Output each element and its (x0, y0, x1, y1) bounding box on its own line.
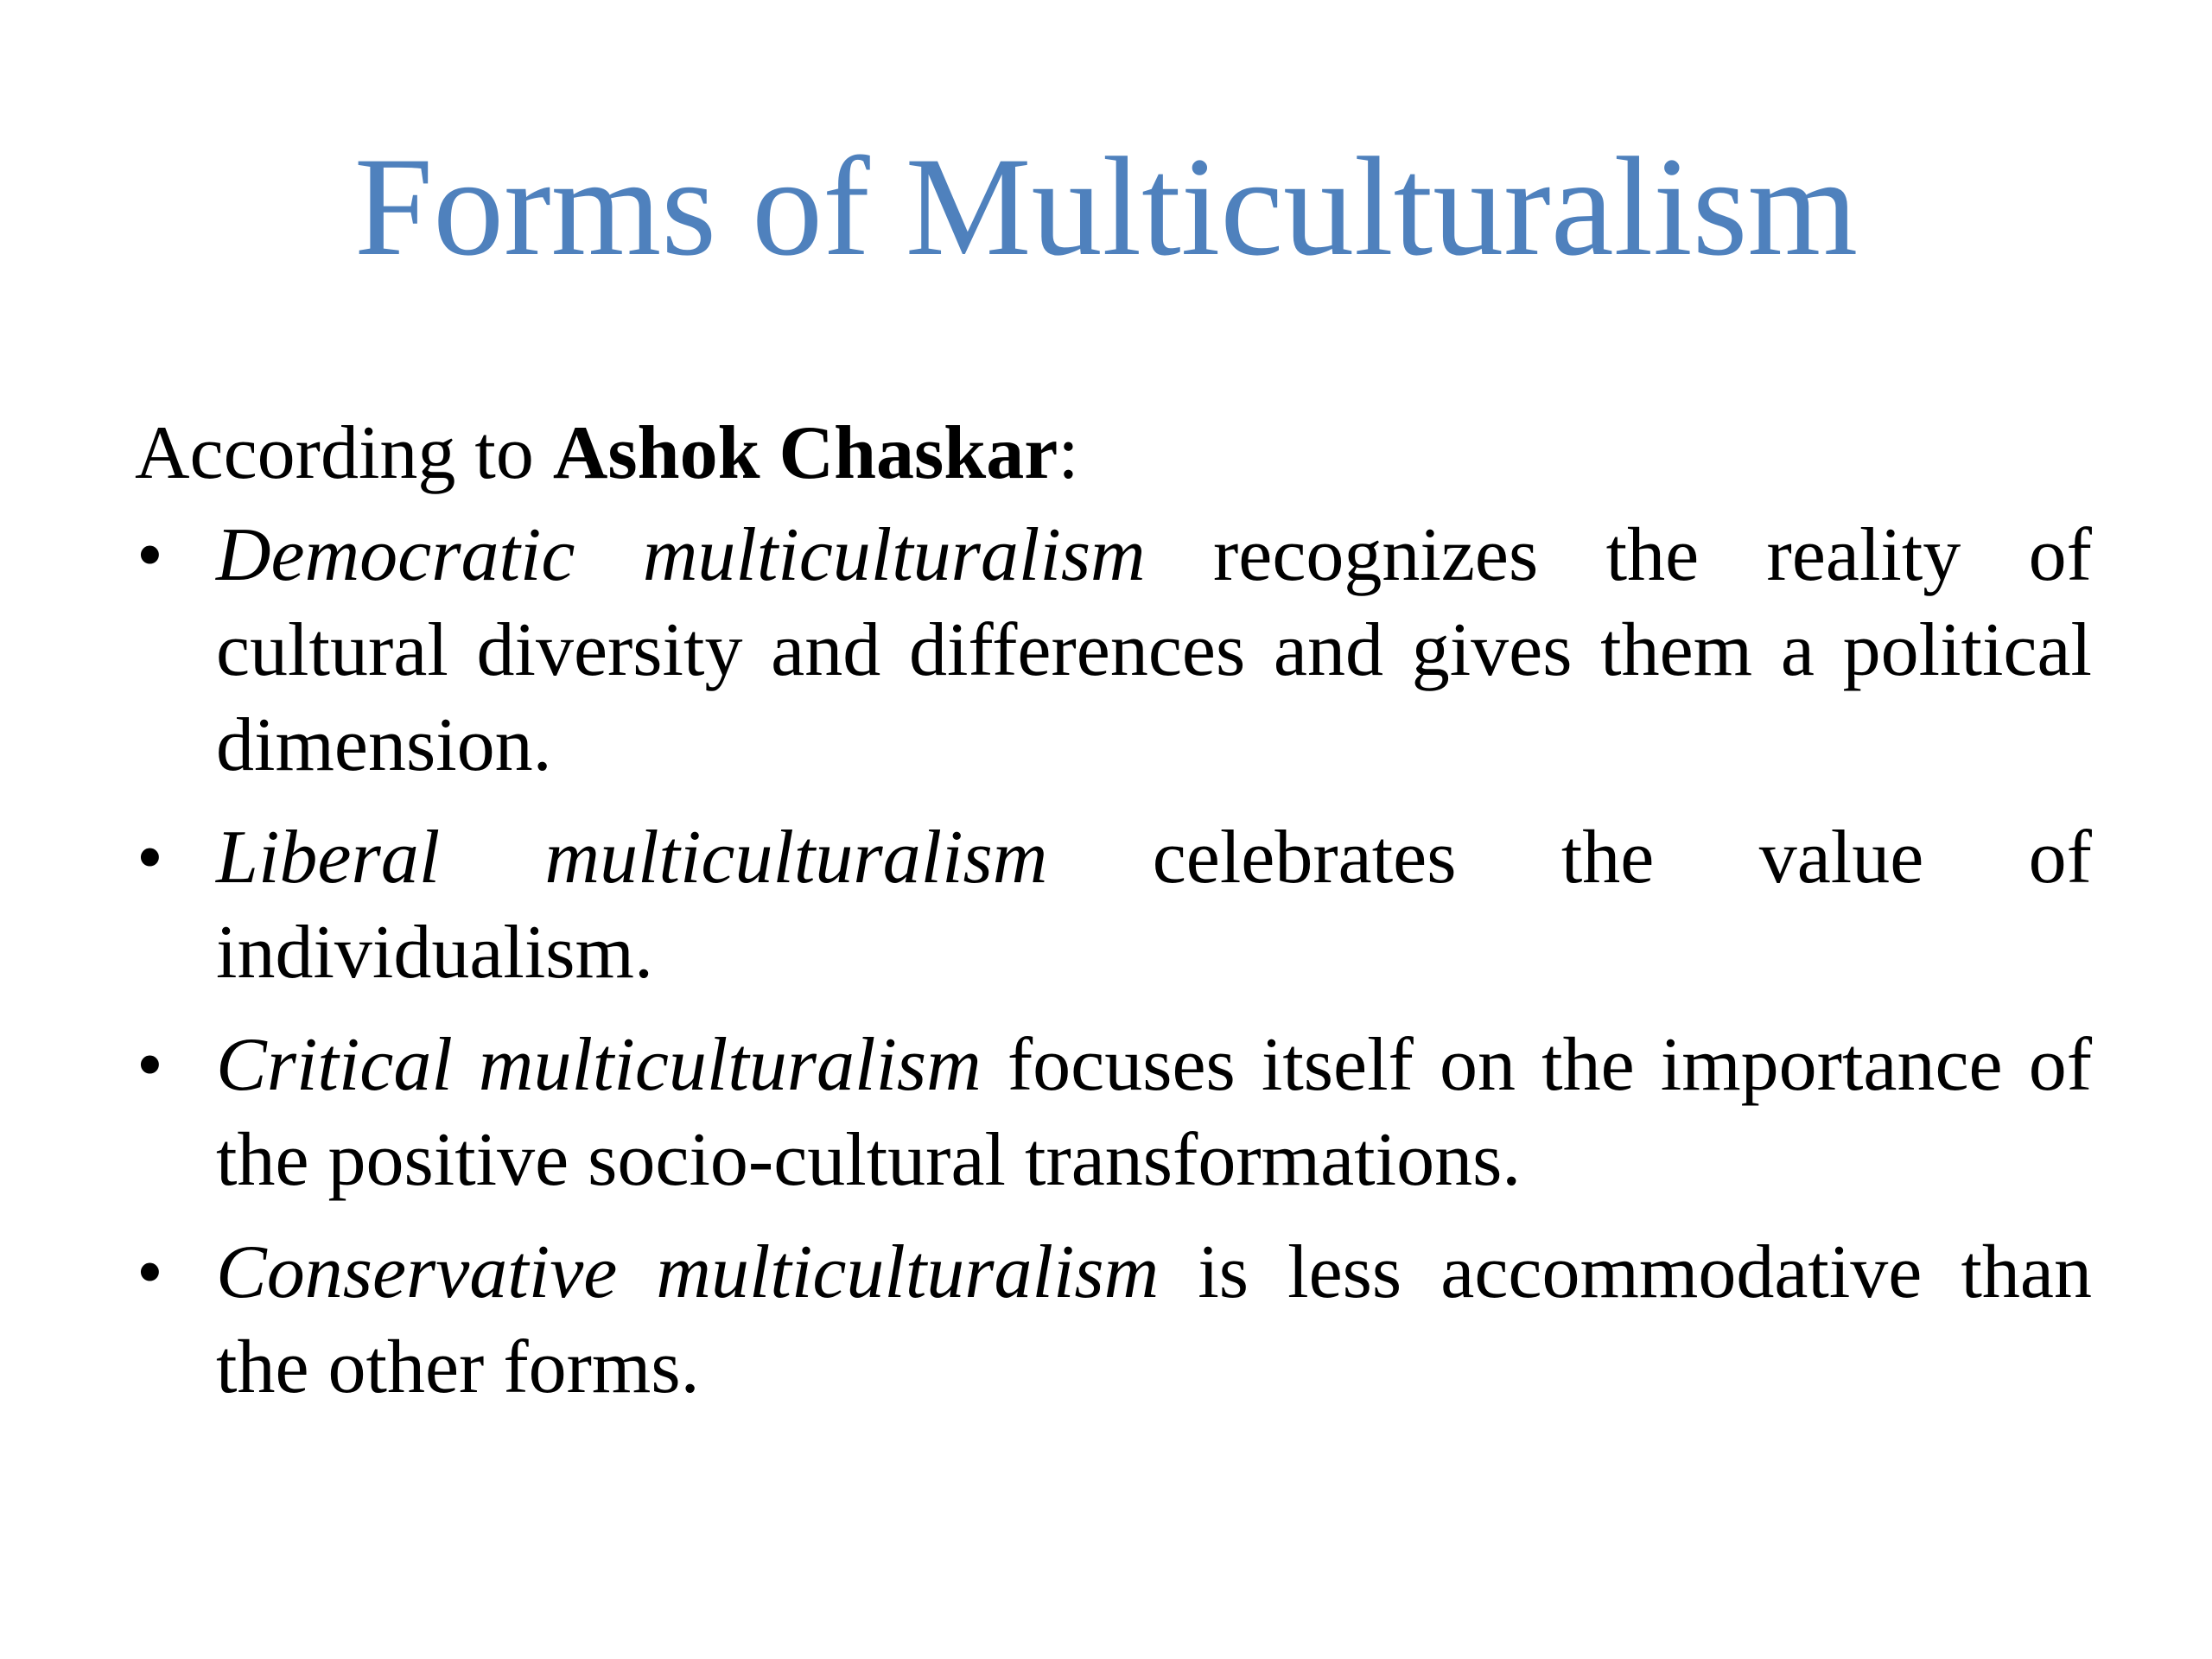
slide-content (135, 406, 2092, 1433)
bullet-item-democratic (135, 508, 2092, 793)
intro-suffix: : (1058, 411, 1079, 495)
bullet-item-liberal (135, 810, 2092, 1001)
bullet-item-critical (135, 1018, 2092, 1208)
bullet-icon: • (137, 1023, 163, 1107)
bullet-text: is less accommodative than the other forms. (216, 1230, 2092, 1409)
bullet-term: Liberal multiculturalism (216, 816, 1048, 899)
bullet-list (135, 508, 2092, 1415)
bullet-term: Critical multiculturalism (216, 1023, 982, 1107)
bullet-item-conservative (135, 1225, 2092, 1415)
bullet-text: recognizes the reality of cultural diversity and differences and gives them a political dimension. (216, 513, 2092, 787)
bullet-text: focuses itself on the importance of the positive socio-cultural transformations. (216, 1023, 2093, 1202)
author-name: Ashok Chaskar (552, 411, 1058, 495)
bullet-icon: • (137, 816, 163, 899)
bullet-term: Democratic multiculturalism (216, 513, 1146, 597)
bullet-icon: • (137, 1230, 163, 1314)
bullet-term: Conservative multiculturalism (216, 1230, 1160, 1314)
bullet-text: celebrates the value of individualism. (216, 816, 2092, 995)
bullet-icon: • (137, 513, 163, 597)
slide-title: Forms of Multiculturalism (353, 129, 1859, 285)
intro-prefix: According to (135, 411, 553, 495)
intro-line (135, 406, 2092, 501)
